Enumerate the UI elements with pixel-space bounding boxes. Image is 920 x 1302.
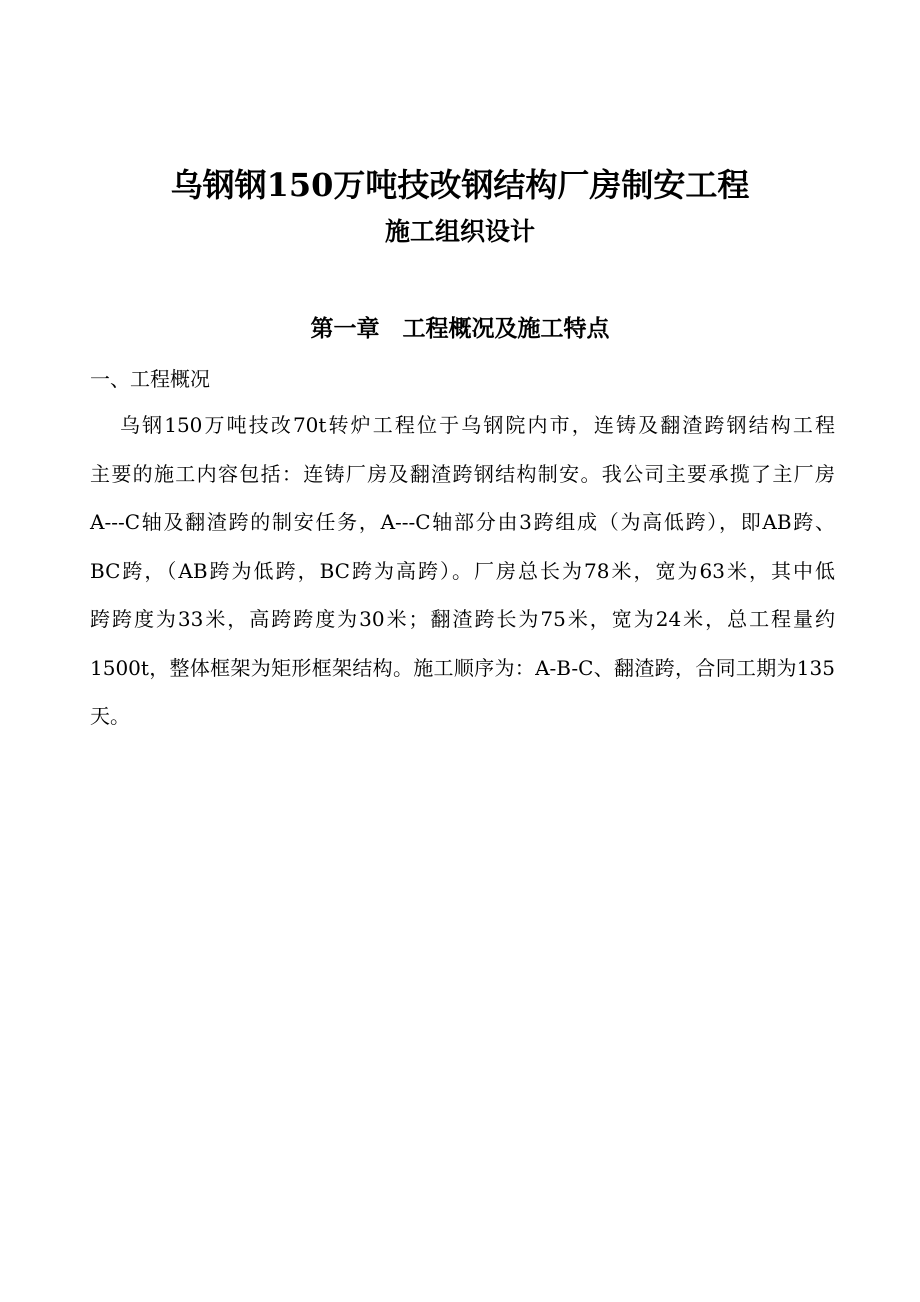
document-title: 乌钢钢150万吨技改钢结构厂房制安工程: [170, 166, 750, 204]
paragraph-line: 1500t，整体框架为矩形框架结构。施工顺序为：A-B-C、翻渣跨，合同工期为135: [90, 655, 835, 680]
paragraph-line: 跨跨度为33米，高跨跨度为30米；翻渣跨长为75米，宽为24米，总工程量约: [90, 607, 835, 631]
section-heading: 一、工程概况: [90, 367, 210, 391]
paragraph-line: 乌钢150万吨技改70t转炉工程位于乌钢院内市，连铸及翻渣跨钢结构工程: [120, 413, 835, 437]
paragraph-line: 主要的施工内容包括：连铸厂房及翻渣跨钢结构制安。我公司主要承揽了主厂房: [90, 461, 835, 486]
chapter-heading: 第一章 工程概况及施工特点: [310, 315, 610, 342]
paragraph-line: BC跨，（AB跨为低跨，BC跨为高跨）。厂房总长为78米，宽为63米，其中低: [90, 558, 835, 583]
document-subtitle: 施工组织设计: [384, 217, 535, 246]
paragraph-line: A---C轴及翻渣跨的制安任务，A---C轴部分由3跨组成（为高低跨），即AB跨、: [90, 510, 835, 534]
paragraph-line: 天。: [90, 704, 130, 728]
body-paragraph: [90, 407, 835, 747]
